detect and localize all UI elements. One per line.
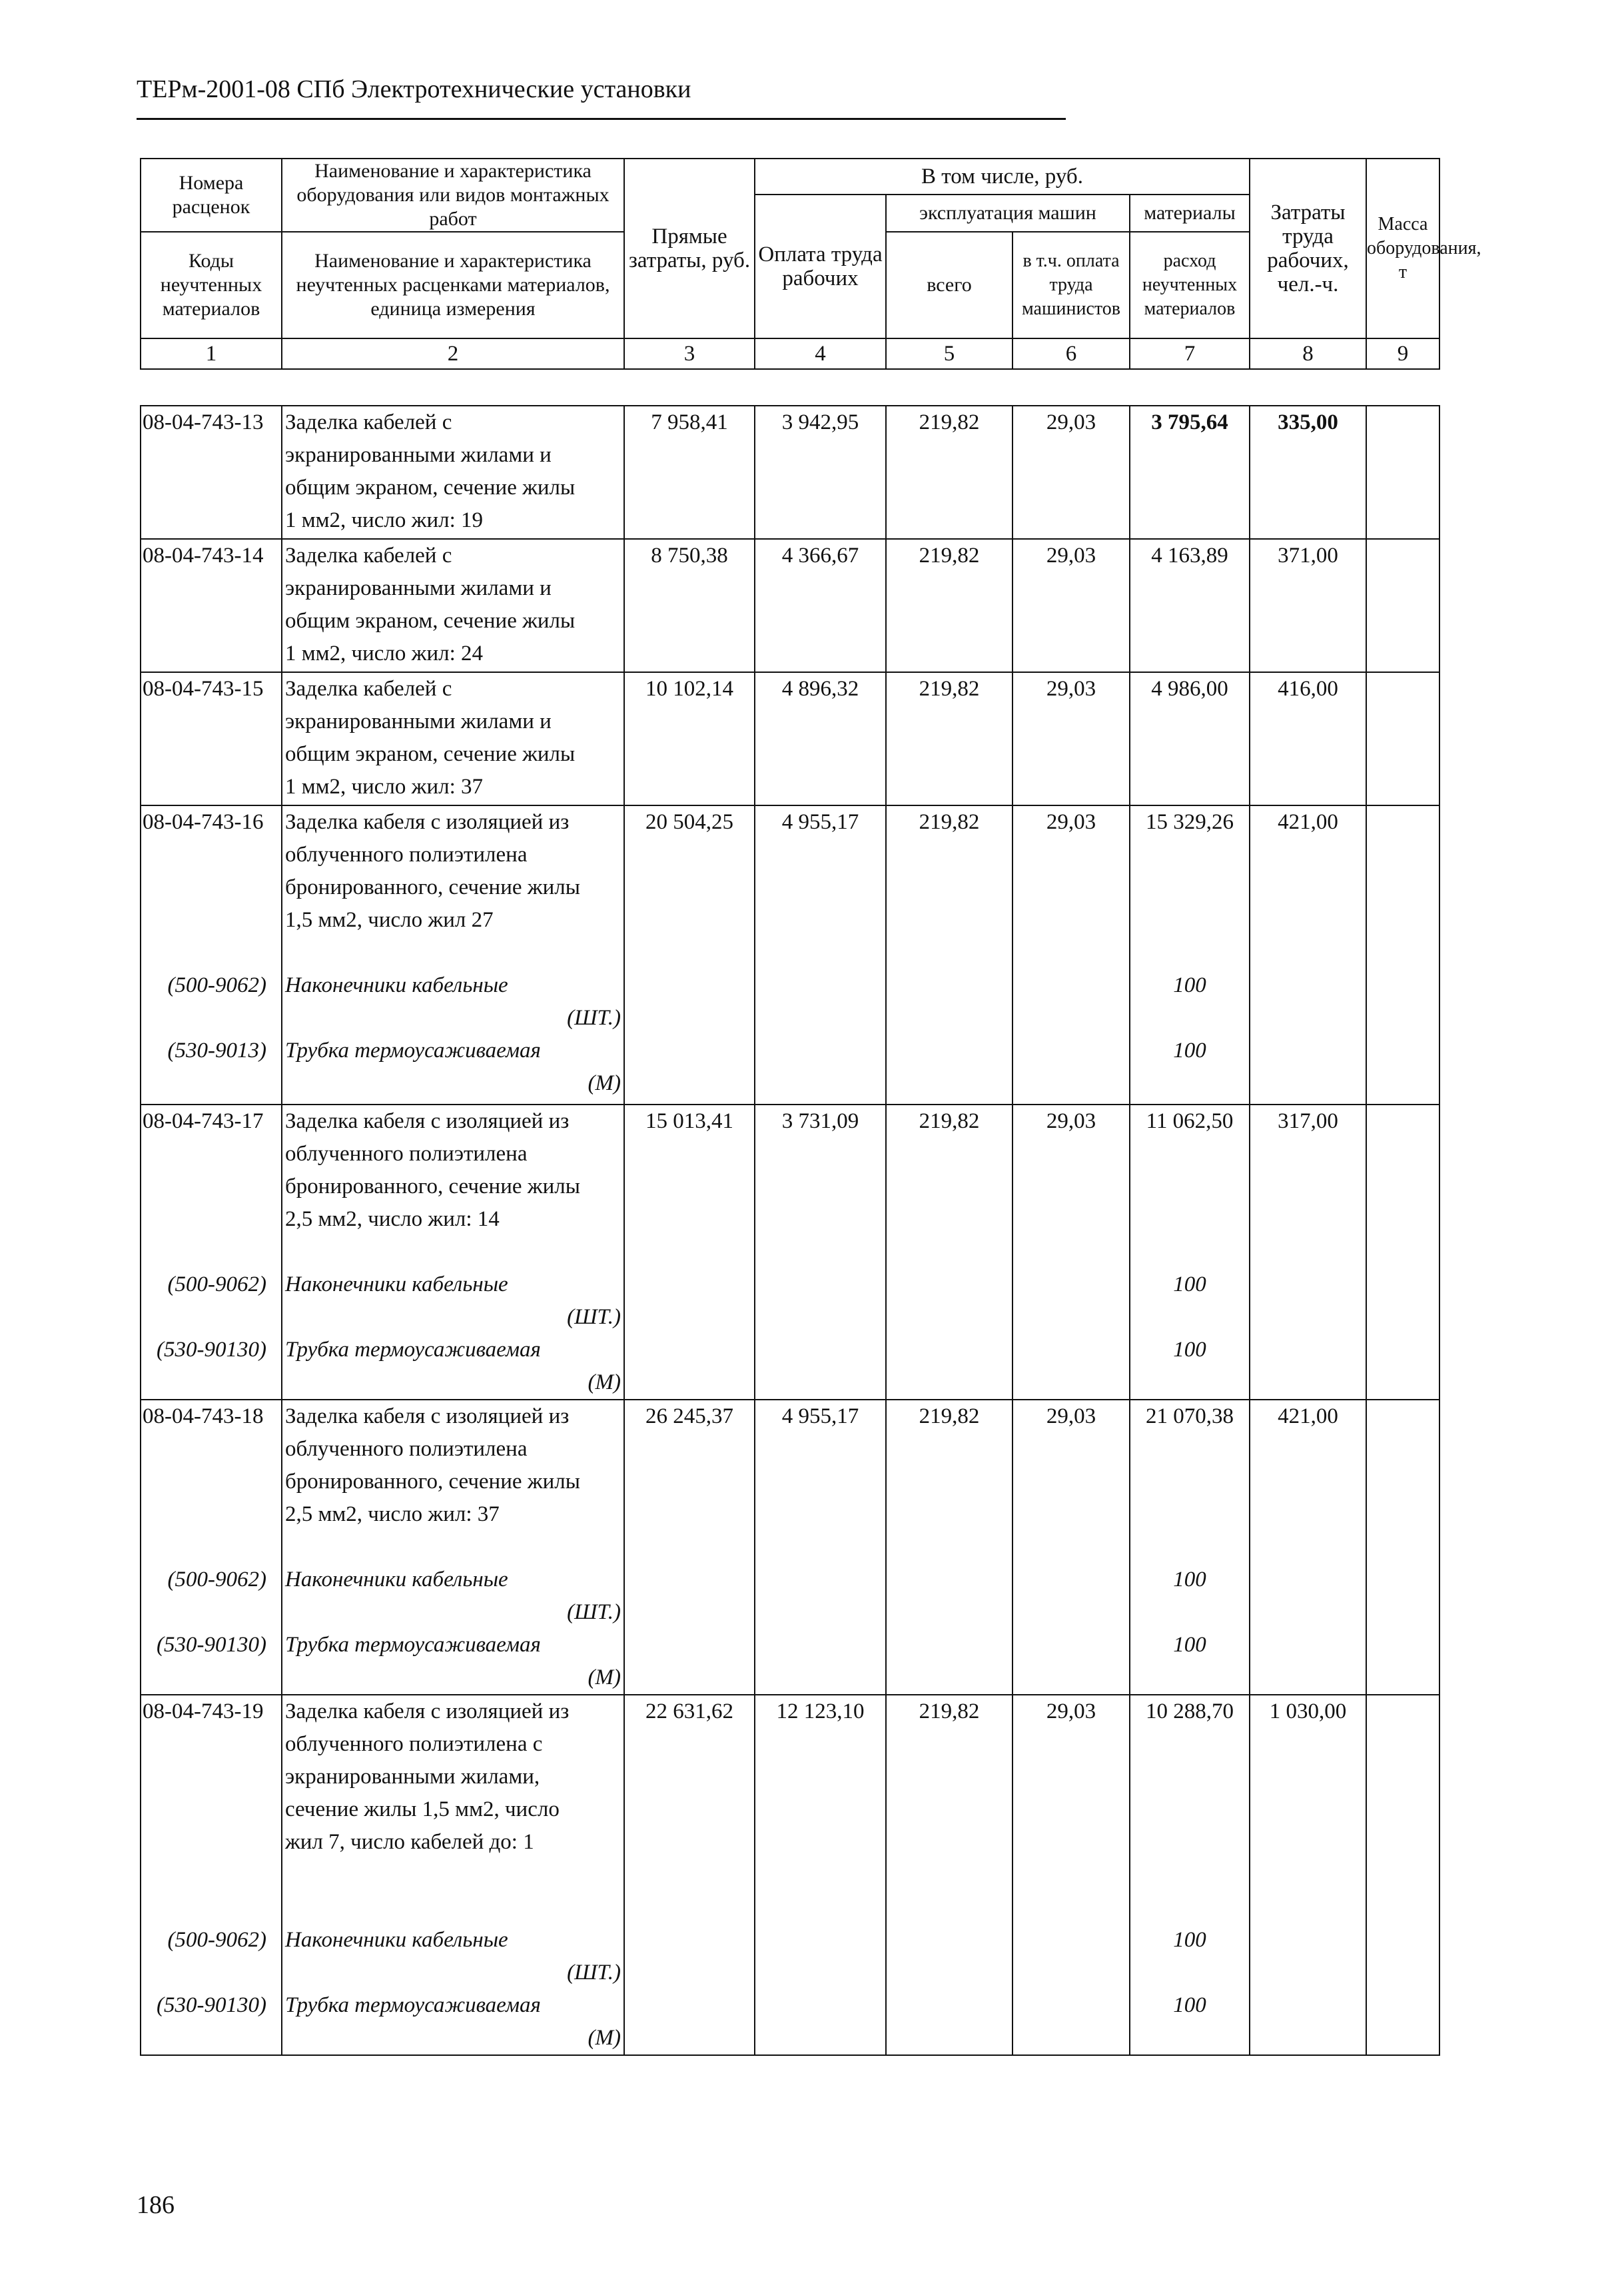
description-line: Заделка кабелей с [285, 677, 452, 701]
rate-description-cell [282, 805, 624, 1105]
material-unit: (М) [588, 1665, 621, 1689]
mass-cell [1366, 805, 1439, 1105]
rate-description-cell [282, 1400, 624, 1695]
material-quantity: 100 [1173, 1993, 1206, 2017]
description-line: облученного полиэтилена [285, 843, 528, 867]
material-code: (530-9013) [167, 1039, 266, 1063]
col-index: 9 [1366, 338, 1439, 369]
col4-header: Оплата труда рабочих [755, 195, 886, 338]
rate-code: 08-04-743-14 [143, 544, 264, 568]
rate-description-cell [282, 1105, 624, 1400]
description-line: бронированного, сечение жилы [285, 1174, 580, 1198]
description-line: экранированными жилами и [285, 443, 552, 467]
material-code: (530-90130) [157, 1633, 266, 1657]
materials-cost: 4 986,00 [1151, 677, 1228, 701]
labor-cost-cell: 4 896,32 [755, 672, 886, 805]
col6-header: в т.ч. оплата труда машинистов [1013, 232, 1130, 338]
group-header-machines: эксплуатация машин [886, 195, 1130, 232]
material-name: Трубка термоусаживаемая [285, 1993, 541, 2017]
mass-cell [1366, 406, 1439, 539]
material-code: (500-9062) [167, 973, 266, 997]
direct-cost-cell: 7 958,41 [624, 406, 755, 539]
description-line: 1 мм2, число жил: 19 [285, 508, 483, 532]
table-row [141, 672, 1439, 805]
rate-code-cell [141, 1695, 282, 2055]
description-line: экранированными жилами и [285, 576, 552, 600]
labor-hours-cell: 1 030,00 [1250, 1695, 1366, 2055]
material-quantity: 100 [1173, 1928, 1206, 1952]
materials-cost: 15 329,26 [1146, 810, 1234, 834]
direct-cost-cell: 26 245,37 [624, 1400, 755, 1695]
table-row [141, 1105, 1439, 1400]
material-quantity: 100 [1173, 1633, 1206, 1657]
description-line: Заделка кабеля с изоляцией из [285, 1404, 570, 1428]
labor-hours-cell: 335,00 [1250, 406, 1366, 539]
rate-description-cell [282, 1695, 624, 2055]
labor-hours-cell: 421,00 [1250, 805, 1366, 1105]
col5-header: всего [886, 232, 1013, 338]
col8-header: Затраты труда рабочих, чел.-ч. [1250, 159, 1366, 338]
description-line: 2,5 мм2, число жил: 14 [285, 1207, 500, 1231]
material-name: Наконечники кабельные [285, 973, 508, 997]
material-code: (530-90130) [157, 1993, 266, 2017]
mass-cell [1366, 1105, 1439, 1400]
col2-header-top: Наименование и характеристика оборудования или видов монтажных работ [282, 159, 624, 232]
operators-cost-cell: 29,03 [1013, 1400, 1130, 1695]
rate-code: 08-04-743-13 [143, 410, 264, 434]
material-unit: (М) [588, 1071, 621, 1095]
materials-cost: 10 288,70 [1146, 1699, 1234, 1723]
direct-cost-cell: 15 013,41 [624, 1105, 755, 1400]
material-quantity: 100 [1173, 973, 1206, 997]
table-row [141, 539, 1439, 672]
machines-cost-cell: 219,82 [886, 1105, 1013, 1400]
group-header-materials: материалы [1130, 195, 1250, 232]
description-line: 1 мм2, число жил: 24 [285, 642, 483, 666]
material-code: (500-9062) [167, 1272, 266, 1296]
operators-cost-cell: 29,03 [1013, 1105, 1130, 1400]
materials-cost-cell [1130, 1105, 1250, 1400]
machines-cost-cell: 219,82 [886, 406, 1013, 539]
rates-table [140, 405, 1440, 2056]
machines-cost-cell: 219,82 [886, 539, 1013, 672]
material-quantity: 100 [1173, 1272, 1206, 1296]
labor-hours-cell: 421,00 [1250, 1400, 1366, 1695]
materials-cost: 21 070,38 [1146, 1404, 1234, 1428]
mass-cell [1366, 672, 1439, 805]
material-quantity: 100 [1173, 1338, 1206, 1362]
material-quantity: 100 [1173, 1568, 1206, 1592]
material-code: (500-9062) [167, 1928, 266, 1952]
material-name: Трубка термоусаживаемая [285, 1338, 541, 1362]
material-name: Наконечники кабельные [285, 1272, 508, 1296]
operators-cost-cell: 29,03 [1013, 805, 1130, 1105]
materials-cost: 4 163,89 [1151, 544, 1228, 568]
rate-code: 08-04-743-16 [143, 810, 264, 834]
document-title: ТЕРм-2001-08 СПб Электротехнические установки [137, 75, 691, 103]
mass-cell [1366, 539, 1439, 672]
description-line: облученного полиэтилена с [285, 1732, 543, 1756]
rate-code-cell [141, 406, 282, 539]
material-unit: (ШТ.) [567, 1961, 621, 1985]
direct-cost-cell: 8 750,38 [624, 539, 755, 672]
mass-cell [1366, 1695, 1439, 2055]
table-row [141, 805, 1439, 1105]
material-unit: (М) [588, 2026, 621, 2050]
material-name: Наконечники кабельные [285, 1568, 508, 1592]
page-number: 186 [137, 2191, 175, 2219]
mass-cell [1366, 1400, 1439, 1695]
col1-header-top: Номера расценок [141, 159, 282, 232]
rate-code: 08-04-743-18 [143, 1404, 264, 1428]
operators-cost-cell: 29,03 [1013, 1695, 1130, 2055]
materials-cost-cell [1130, 539, 1250, 672]
col-index: 1 [141, 338, 282, 369]
material-code: (500-9062) [167, 1568, 266, 1592]
labor-cost-cell: 3 942,95 [755, 406, 886, 539]
description-line: Заделка кабеля с изоляцией из [285, 810, 570, 834]
description-line: бронированного, сечение жилы [285, 875, 580, 899]
materials-cost-cell [1130, 1400, 1250, 1695]
description-line: экранированными жилами и [285, 709, 552, 733]
direct-cost-cell: 22 631,62 [624, 1695, 755, 2055]
material-unit: (ШТ.) [567, 1600, 621, 1624]
title-underline [137, 118, 1066, 120]
col3-header: Прямые затраты, руб. [624, 159, 755, 338]
col7-header: расход неучтенных материалов [1130, 232, 1250, 338]
rate-code-cell [141, 539, 282, 672]
col1-header-bottom: Коды неучтенных материалов [141, 232, 282, 338]
materials-cost: 11 062,50 [1146, 1109, 1234, 1133]
labor-cost-cell: 4 955,17 [755, 805, 886, 1105]
col-index: 8 [1250, 338, 1366, 369]
materials-cost-cell [1130, 672, 1250, 805]
table-row [141, 1695, 1439, 2055]
col-index: 7 [1130, 338, 1250, 369]
description-line: облученного полиэтилена [285, 1142, 528, 1166]
materials-cost-cell [1130, 1695, 1250, 2055]
labor-cost-cell: 3 731,09 [755, 1105, 886, 1400]
materials-cost: 3 795,64 [1151, 410, 1228, 434]
description-line: общим экраном, сечение жилы [285, 609, 576, 633]
operators-cost-cell: 29,03 [1013, 672, 1130, 805]
rate-code-cell [141, 672, 282, 805]
labor-hours-cell: 416,00 [1250, 672, 1366, 805]
material-unit: (М) [588, 1370, 621, 1394]
description-line: общим экраном, сечение жилы [285, 742, 576, 766]
machines-cost-cell: 219,82 [886, 672, 1013, 805]
rate-description-cell [282, 672, 624, 805]
col-index: 4 [755, 338, 886, 369]
material-unit: (ШТ.) [567, 1006, 621, 1030]
machines-cost-cell: 219,82 [886, 1695, 1013, 2055]
material-unit: (ШТ.) [567, 1305, 621, 1329]
rate-code: 08-04-743-17 [143, 1109, 264, 1133]
col-index: 5 [886, 338, 1013, 369]
rate-description-cell [282, 539, 624, 672]
table-row [141, 1400, 1439, 1695]
labor-hours-cell: 317,00 [1250, 1105, 1366, 1400]
rate-code-cell [141, 1400, 282, 1695]
operators-cost-cell: 29,03 [1013, 406, 1130, 539]
description-line: бронированного, сечение жилы [285, 1470, 580, 1494]
operators-cost-cell: 29,03 [1013, 539, 1130, 672]
labor-cost-cell: 4 366,67 [755, 539, 886, 672]
col9-header: Масса оборудования, т [1366, 159, 1439, 338]
material-name: Трубка термоусаживаемая [285, 1633, 541, 1657]
rate-code: 08-04-743-19 [143, 1699, 264, 1723]
materials-cost-cell [1130, 805, 1250, 1105]
rate-description-cell [282, 406, 624, 539]
material-code: (530-90130) [157, 1338, 266, 1362]
labor-cost-cell: 4 955,17 [755, 1400, 886, 1695]
description-line: облученного полиэтилена [285, 1437, 528, 1461]
col-index: 6 [1013, 338, 1130, 369]
description-line: Заделка кабеля с изоляцией из [285, 1699, 570, 1723]
rate-code: 08-04-743-15 [143, 677, 264, 701]
description-line: Заделка кабеля с изоляцией из [285, 1109, 570, 1133]
col2-header-bottom: Наименование и характеристика неучтенных расценками материалов, единица измерения [282, 232, 624, 338]
description-line: общим экраном, сечение жилы [285, 476, 576, 500]
material-quantity: 100 [1173, 1039, 1206, 1063]
col-index: 2 [282, 338, 624, 369]
description-line: Заделка кабелей с [285, 410, 452, 434]
description-line: жил 7, число кабелей до: 1 [285, 1830, 534, 1854]
rate-code-cell [141, 1105, 282, 1400]
col-index: 3 [624, 338, 755, 369]
labor-cost-cell: 12 123,10 [755, 1695, 886, 2055]
description-line: экранированными жилами, [285, 1765, 540, 1789]
direct-cost-cell: 20 504,25 [624, 805, 755, 1105]
group-header-total: В том числе, руб. [755, 159, 1250, 195]
materials-cost-cell [1130, 406, 1250, 539]
table-row [141, 406, 1439, 539]
description-line: Заделка кабелей с [285, 544, 452, 568]
machines-cost-cell: 219,82 [886, 805, 1013, 1105]
material-name: Наконечники кабельные [285, 1928, 508, 1952]
description-line: 1 мм2, число жил: 37 [285, 775, 483, 799]
labor-hours-cell: 371,00 [1250, 539, 1366, 672]
table-header [140, 158, 1481, 370]
description-line: 1,5 мм2, число жил 27 [285, 908, 494, 932]
machines-cost-cell: 219,82 [886, 1400, 1013, 1695]
description-line: сечение жилы 1,5 мм2, число [285, 1797, 560, 1821]
rate-code-cell [141, 805, 282, 1105]
description-line: 2,5 мм2, число жил: 37 [285, 1502, 500, 1526]
direct-cost-cell: 10 102,14 [624, 672, 755, 805]
material-name: Трубка термоусаживаемая [285, 1039, 541, 1063]
